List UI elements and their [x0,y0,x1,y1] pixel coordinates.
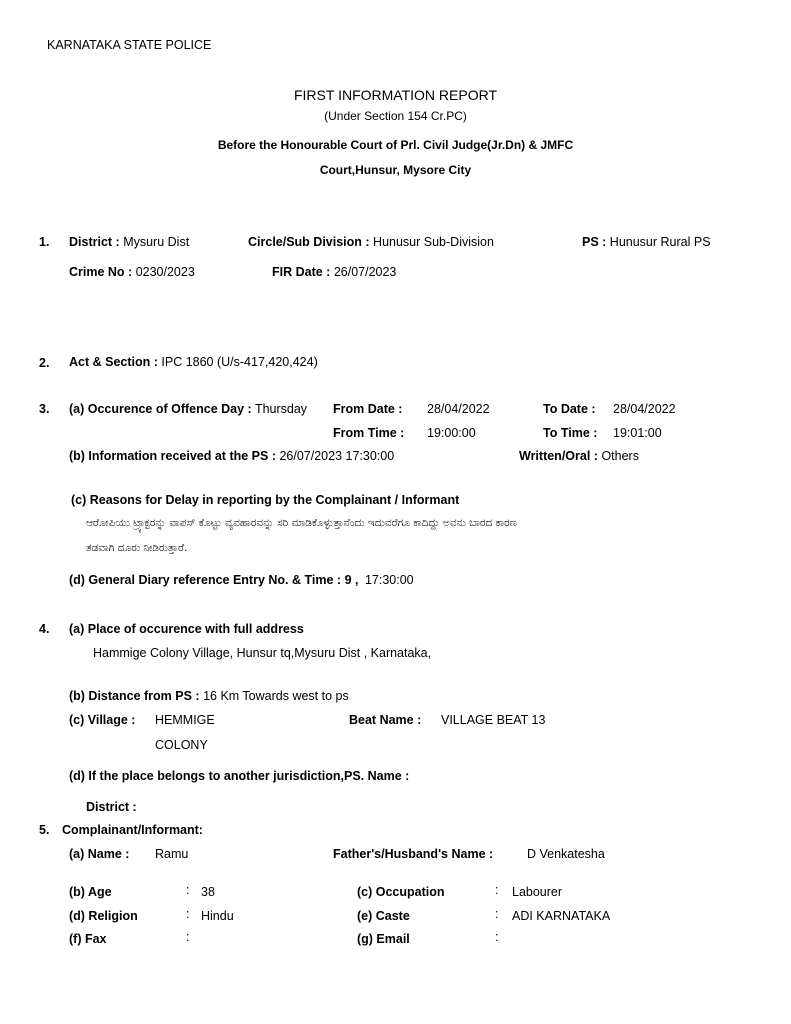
info-received-value: 26/07/2023 17:30:00 [279,449,395,463]
district-value: Mysuru Dist [123,235,190,249]
crime-value: 0230/2023 [135,265,195,279]
report-subtitle: (Under Section 154 Cr.PC) [324,109,467,123]
circle-row [248,236,494,249]
general-diary-number: 9 , [344,573,359,587]
crime-label: Crime No : [69,265,133,279]
circle-label: Circle/Sub Division : [248,235,370,249]
fir-date-row [272,266,396,279]
occupation-value: Labourer [512,885,563,899]
name-value: Ramu [155,847,189,861]
distance-label: (b) Distance from PS : [69,689,200,703]
from-date-value: 28/04/2022 [427,402,490,416]
to-time-value: 19:01:00 [613,426,662,440]
info-received-label: (b) Information received at the PS : [69,449,276,463]
from-time-value: 19:00:00 [427,426,476,440]
fir-date-label: FIR Date : [272,265,331,279]
age-colon: : [186,883,190,897]
info-received-row [69,450,394,463]
act-value: IPC 1860 (U/s-417,420,424) [161,355,318,369]
from-date-label: From Date : [333,402,403,416]
father-name-value: D Venkatesha [527,847,605,861]
jurisdiction-district-label: District : [86,800,137,814]
distance-value: 16 Km Towards west to ps [203,689,349,703]
report-title: FIRST INFORMATION REPORT [293,87,497,103]
act-row [69,356,318,369]
beat-name-value: VILLAGE BEAT 13 [441,713,546,727]
general-diary-time: 17:30:00 [364,573,414,587]
email-label: (g) Email [357,932,410,946]
agency-name: KARNATAKA STATE POLICE [47,38,212,52]
section-3-number: 3. [39,402,50,416]
fir-date-value: 26/07/2023 [333,265,397,279]
email-colon: : [495,930,499,944]
circle-value: Hunusur Sub-Division [373,235,494,249]
village-value-line-2: COLONY [155,738,208,752]
caste-value: ADI KARNATAKA [512,909,611,923]
to-date-value: 28/04/2022 [613,402,676,416]
name-label: (a) Name : [69,847,130,861]
distance-row [69,690,349,703]
from-time-label: From Time : [333,426,405,440]
general-diary-label: (d) General Diary reference Entry No. & Time : [69,573,342,587]
ps-label: PS : [582,235,607,249]
religion-colon: : [186,907,190,921]
written-oral-label: Written/Oral : [519,449,598,463]
section-4-number: 4. [39,622,50,636]
age-value: 38 [201,885,215,899]
delay-reason-label: (c) Reasons for Delay in reporting by the Complainant / Informant [71,493,460,507]
delay-reason-line-1: ಆರೋಪಿಯು ಟ್ರ್ಯಾಕ್ಟರನ್ನು ವಾಪಸ್ ಕೊಟ್ಟು ವ್ಯವಹಾರವನ್ನು ಸರಿ ಮಾಡಿಕೊಳ್ಳುತ್ತಾನೆಂದು ಇದುವರೆಗೂ ಕಾದಿದ್ದು ಅವನು ಬಾರದ ಕಾರಣ [86,517,518,529]
caste-label: (e) Caste [357,909,410,923]
section-5-number: 5. [39,823,50,837]
complainant-heading: Complainant/Informant: [62,823,203,837]
general-diary-row [69,574,414,587]
jurisdiction-label: (d) If the place belongs to another jurisdiction,PS. Name : [69,769,410,783]
beat-name-label: Beat Name : [349,713,422,727]
crime-row [69,266,195,279]
caste-colon: : [495,907,499,921]
occurrence-day-row [69,403,307,416]
district-label: District : [69,235,120,249]
occupation-label: (c) Occupation [357,885,445,899]
delay-reason-line-2: ತಡವಾಗಿ ದೂರು ನೀಡಿರುತ್ತಾರೆ. [86,542,188,554]
written-oral-row [519,450,639,463]
place-value: Hammige Colony Village, Hunsur tq,Mysuru Dist , Karnataka, [93,646,432,660]
religion-value: Hindu [201,909,234,923]
village-value-line-1: HEMMIGE [155,713,215,727]
section-1-number: 1. [39,235,50,249]
court-line-2: Court,Hunsur, Mysore City [319,163,472,177]
occurrence-day-value: Thursday [254,402,308,416]
district-row [69,236,189,249]
court-line-1: Before the Honourable Court of Prl. Civil Judge(Jr.Dn) & JMFC [217,138,574,152]
act-label: Act & Section : [69,355,158,369]
occurrence-day-label: (a) Occurence of Offence Day : [69,402,252,416]
occupation-colon: : [495,883,499,897]
fax-colon: : [186,930,190,944]
ps-row [582,236,711,249]
to-date-label: To Date : [543,402,596,416]
age-label: (b) Age [69,885,112,899]
written-oral-value: Others [601,449,639,463]
village-label: (c) Village : [69,713,136,727]
ps-value: Hunusur Rural PS [609,235,711,249]
fax-label: (f) Fax [69,932,107,946]
section-2-number: 2. [39,356,50,370]
father-name-label: Father's/Husband's Name : [333,847,494,861]
to-time-label: To Time : [543,426,598,440]
religion-label: (d) Religion [69,909,138,923]
place-label: (a) Place of occurence with full address [69,622,304,636]
